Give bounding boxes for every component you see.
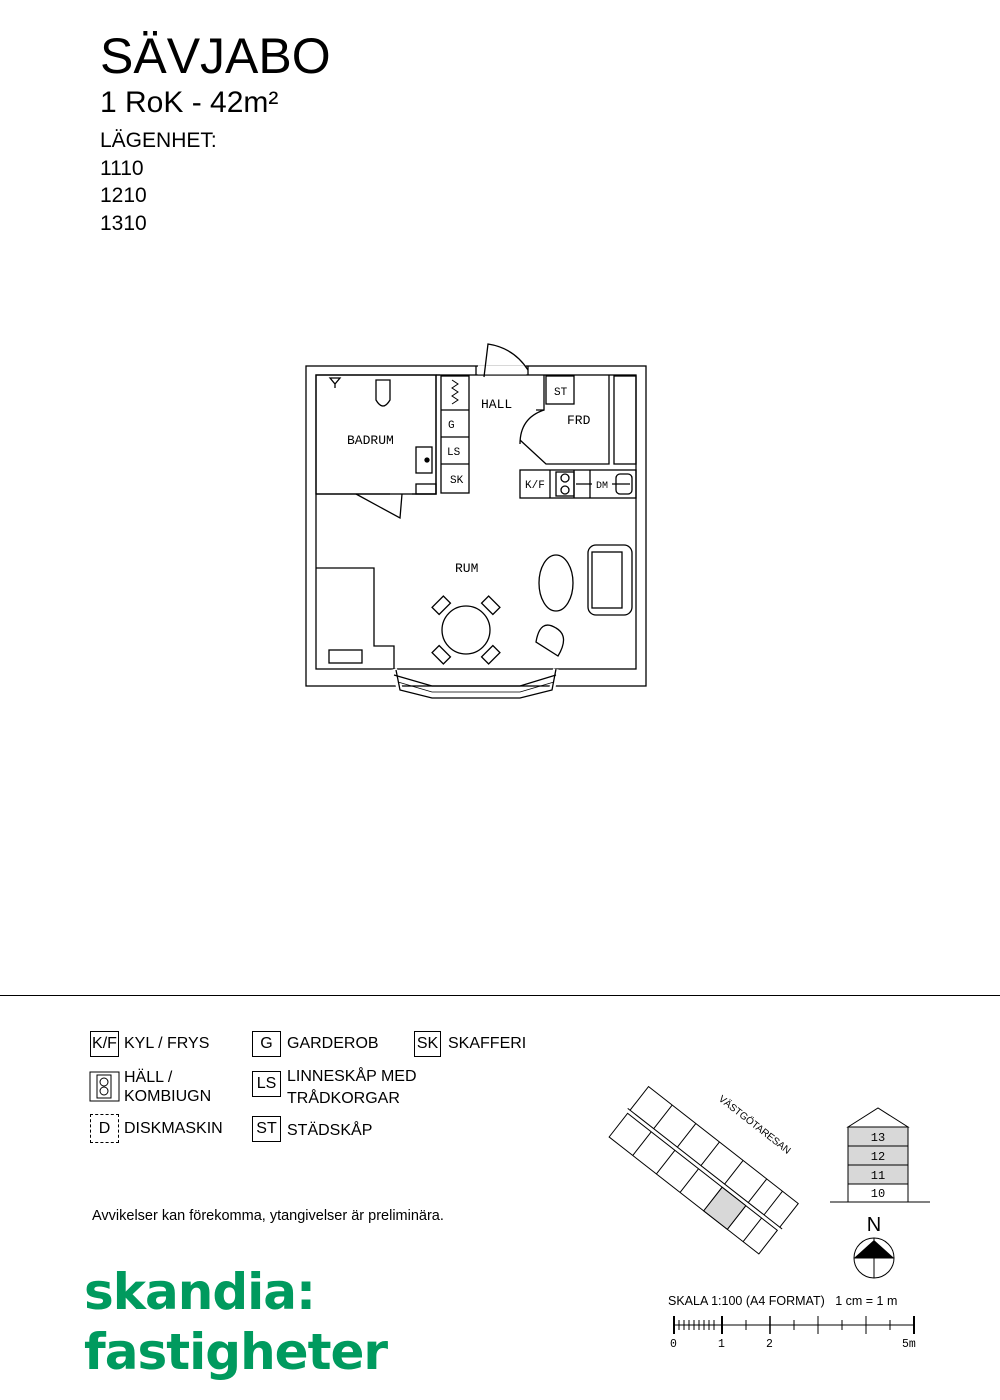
north-label: N [866, 1214, 882, 1236]
legend-text-st: STÄDSKÅP [287, 1122, 373, 1139]
disclaimer: Avvikelser kan förekomma, ytangivelser är preliminära. [92, 1208, 444, 1224]
legend-text-ls-2: TRÅDKORGAR [287, 1090, 400, 1107]
apartments-label: LÄGENHET: [100, 129, 217, 152]
room-label-frd: FRD [567, 413, 591, 428]
floor-label: 12 [870, 1150, 886, 1164]
scale-label-row [668, 1294, 897, 1308]
scale-tick-label: 5m [902, 1338, 916, 1351]
fixture-sk: SK [450, 475, 464, 487]
apartment-number: 1210 [100, 184, 147, 207]
floor-label: 10 [870, 1187, 886, 1201]
floor-label: 13 [870, 1131, 886, 1145]
legend-code-g: G [252, 1031, 281, 1057]
legend-text-hall-2: KOMBIUGN [124, 1088, 212, 1105]
legend-text-ls-1: LINNESKÅP MED [287, 1068, 417, 1085]
fixture-g: G [448, 420, 455, 432]
scale-bar [668, 1312, 928, 1352]
fixture-ls: LS [447, 447, 461, 459]
legend-text-kf: KYL / FRYS [124, 1035, 210, 1052]
scale-tick-label: 2 [766, 1338, 773, 1351]
apartment-number: 1310 [100, 212, 147, 235]
company-logo-line1: skandia: [84, 1263, 316, 1321]
floor-stack [830, 1105, 940, 1205]
legend-text-g: GARDEROB [287, 1035, 379, 1052]
room-label-rum: RUM [455, 561, 479, 576]
apartment-type: 1 RoK - 42m² [100, 86, 279, 119]
legend-text-hall-1: HÄLL / [124, 1069, 173, 1086]
room-label-hall: HALL [481, 397, 513, 412]
divider [0, 995, 1000, 996]
fixture-st: ST [554, 387, 568, 399]
floor-label: 11 [870, 1169, 886, 1183]
legend-code-d: D [90, 1114, 119, 1143]
legend-text-d: DISKMASKIN [124, 1120, 223, 1137]
scale-ratio: 1 cm = 1 m [835, 1294, 898, 1308]
scale-tick-label: 0 [670, 1338, 677, 1351]
room-label-badrum: BADRUM [347, 433, 394, 448]
stove-oven-icon [89, 1071, 121, 1103]
project-title: SÄVJABO [100, 28, 331, 84]
legend-code-sk: SK [414, 1031, 441, 1057]
north-arrow-icon [848, 1212, 900, 1280]
fixture-dm: DM [596, 481, 609, 492]
street-label: VÄSTGÖTARESAN [716, 1093, 793, 1157]
fixture-kf: K/F [525, 480, 545, 492]
legend-text-sk: SKAFFERI [448, 1035, 527, 1052]
scale-label: SKALA 1:100 (A4 FORMAT) [668, 1294, 825, 1308]
company-logo-line2: fastigheter [84, 1323, 388, 1381]
apartment-number: 1110 [100, 157, 144, 180]
legend-code-ls: LS [252, 1071, 281, 1097]
legend-code-kf: K/F [90, 1031, 119, 1057]
legend-code-st: ST [252, 1116, 281, 1142]
scale-tick-label: 1 [718, 1338, 725, 1351]
